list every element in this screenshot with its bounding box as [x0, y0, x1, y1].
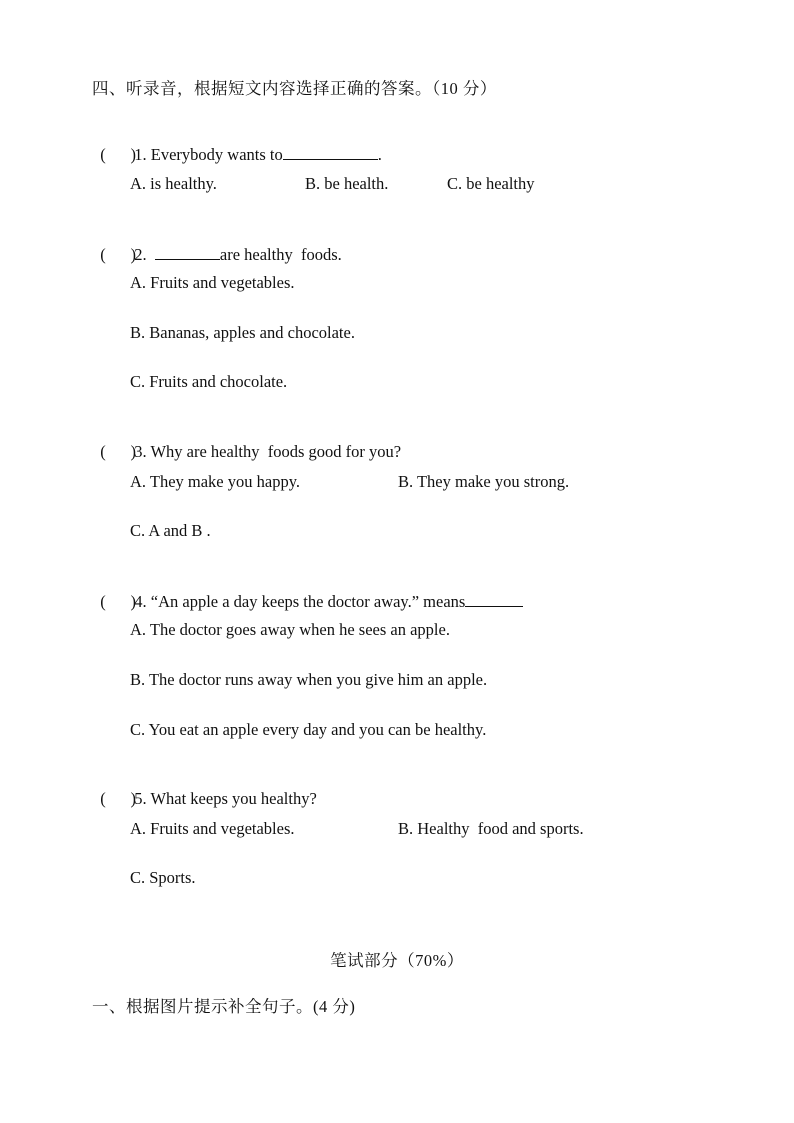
section-heading: 四、听录音，根据短文内容选择正确的答案。（10 分） [92, 79, 497, 98]
answer-blank [283, 144, 378, 160]
option-b: B. Healthy food and sports. [398, 819, 584, 838]
question-stem: 1. Everybody wants to [134, 145, 283, 164]
answer-bracket[interactable]: ( ) [100, 442, 136, 461]
answer-bracket[interactable]: ( ) [100, 789, 136, 808]
option-c: C. You eat an apple every day and you can be healthy. [130, 720, 487, 739]
answer-blank [155, 244, 220, 260]
question-1 [92, 124, 382, 165]
question-stem-end: . [377, 145, 382, 164]
answer-bracket[interactable]: ( ) [100, 145, 136, 164]
question-2 [92, 224, 342, 265]
option-b: B. be health. [305, 174, 389, 193]
question-stem-end: are healthy foods. [219, 245, 342, 264]
option-c: C. be healthy [447, 174, 535, 193]
option-c: C. Fruits and chocolate. [130, 372, 288, 391]
option-a: A. The doctor goes away when he sees an apple. [130, 620, 450, 639]
option-b: B. The doctor runs away when you give him an apple. [130, 670, 488, 689]
question-stem: 4. “An apple a day keeps the doctor away.” means [134, 592, 466, 611]
option-c: C. A and B . [130, 521, 211, 540]
question-stem: 2. [134, 245, 147, 264]
option-a: A. Fruits and vegetables. [130, 273, 295, 292]
option-a: A. is healthy. [130, 174, 217, 193]
written-part-title: 笔试部分（70%） [330, 951, 464, 970]
option-a: A. Fruits and vegetables. [130, 819, 295, 838]
question-stem: 3. Why are healthy foods good for you? [134, 442, 402, 461]
option-b: B. Bananas, apples and chocolate. [130, 323, 355, 342]
question-4 [92, 571, 523, 612]
answer-bracket[interactable]: ( ) [100, 592, 136, 611]
option-a: A. They make you happy. [130, 472, 301, 491]
question-3 [92, 422, 401, 462]
question-5 [92, 769, 317, 809]
question-stem: 5. What keeps you healthy? [134, 789, 317, 808]
answer-bracket[interactable]: ( ) [100, 245, 136, 264]
option-b: B. They make you strong. [398, 472, 570, 491]
answer-blank [465, 591, 523, 607]
section-1-heading: 一、根据图片提示补全句子。(4 分) [92, 997, 356, 1016]
option-c: C. Sports. [130, 868, 196, 887]
